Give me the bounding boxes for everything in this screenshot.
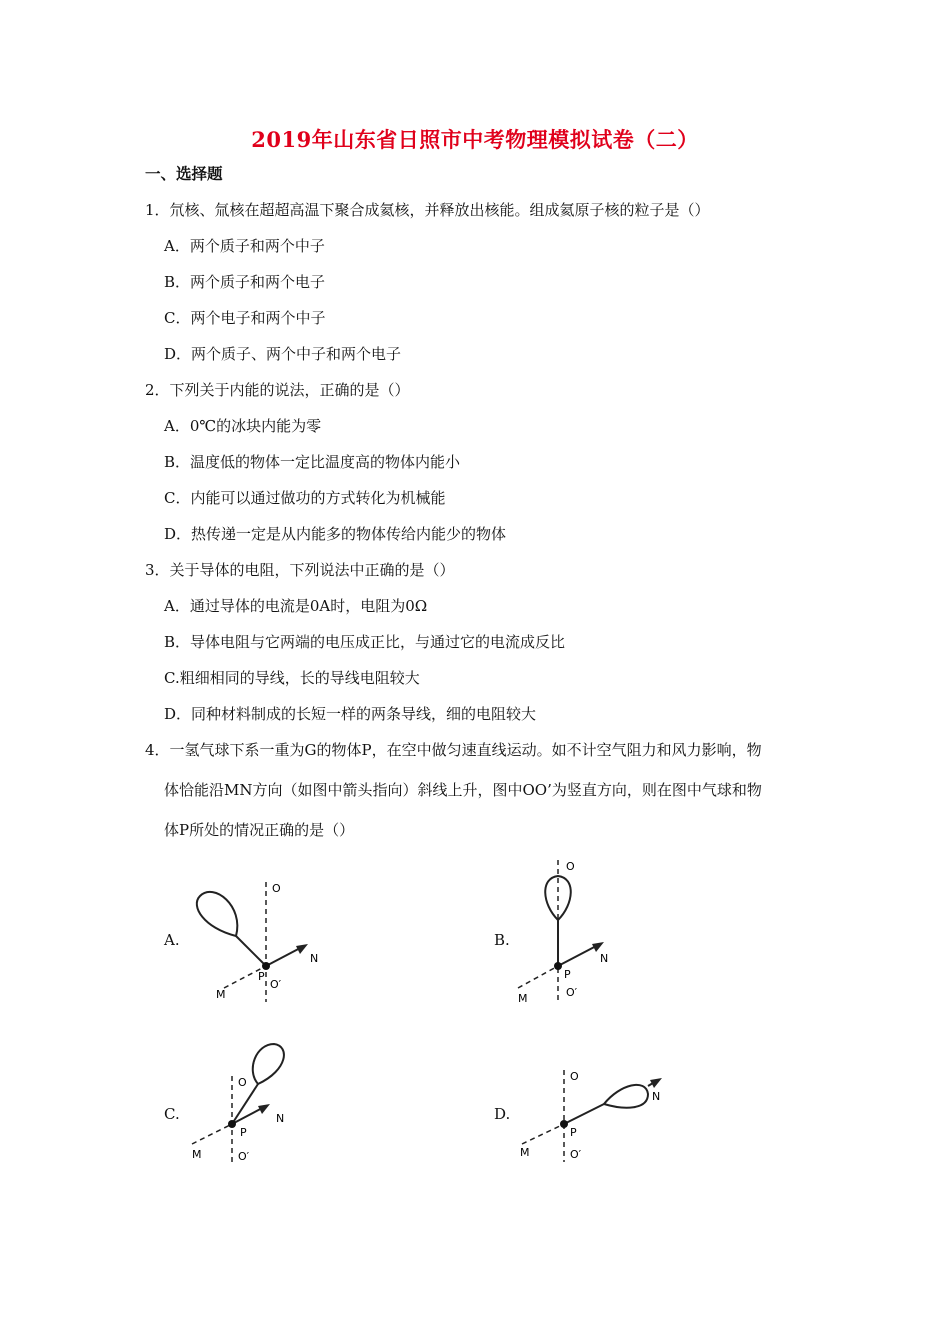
question-1-option-d: D．两个质子、两个中子和两个电子 <box>164 345 402 363</box>
figure-b-diagram <box>514 856 654 1006</box>
figure-c-n-label: N <box>276 1112 285 1125</box>
figure-option-d-label: D. <box>494 1105 511 1123</box>
figure-b-o-prime-label: O′ <box>566 986 578 999</box>
figure-b-p-label: P <box>564 968 571 981</box>
figure-option-b <box>514 856 654 1006</box>
figure-option-d <box>516 1066 666 1166</box>
figure-a-o-label: O <box>272 882 281 895</box>
figure-a-m-label: M <box>216 988 226 1001</box>
question-1-option-c: C．两个电子和两个中子 <box>164 309 326 327</box>
question-3-option-c: C.粗细相同的导线，长的导线电阻较大 <box>164 669 420 687</box>
figure-c-o-prime-label: O′ <box>238 1150 250 1163</box>
figure-option-c-label: C. <box>164 1105 180 1123</box>
figure-d-o-label: O <box>570 1070 579 1083</box>
question-4-stem-line-3: 体P所处的情况正确的是（） <box>164 821 355 839</box>
figure-d-n-label: N <box>652 1090 661 1103</box>
question-2-stem: 2．下列关于内能的说法，正确的是（） <box>145 381 410 399</box>
question-1-option-b: B．两个质子和两个电子 <box>164 273 326 291</box>
question-1-stem: 1．氘核、氚核在超超高温下聚合成氦核，并释放出核能。组成氦原子核的粒子是（） <box>145 201 710 219</box>
page-title: 2019年山东省日照市中考物理模拟试卷（二） <box>251 127 699 152</box>
figure-a-diagram <box>186 876 326 1006</box>
figure-b-m-label: M <box>518 992 528 1005</box>
figure-option-c <box>186 1036 306 1166</box>
figure-option-b-label: B. <box>494 931 510 949</box>
question-2-option-a: A．0℃的冰块内能为零 <box>164 417 322 435</box>
question-4-stem-line-1: 4．一氢气球下系一重为G的物体P，在空中做匀速直线运动。如不计空气阻力和风力影响，物 <box>145 741 762 759</box>
figure-d-m-label: M <box>520 1146 530 1159</box>
question-2-option-b: B．温度低的物体一定比温度高的物体内能小 <box>164 453 461 471</box>
question-1-option-a: A．两个质子和两个中子 <box>164 237 325 255</box>
question-3-option-b: B．导体电阻与它两端的电压成正比，与通过它的电流成反比 <box>164 633 566 651</box>
question-3-option-a: A．通过导体的电流是0A时，电阻为0Ω <box>164 597 428 615</box>
figure-c-p-label: P <box>240 1126 247 1139</box>
figure-d-diagram <box>516 1066 666 1166</box>
section-heading: 一、选择题 <box>145 164 223 183</box>
question-3-stem: 3．关于导体的电阻，下列说法中正确的是（） <box>145 561 455 579</box>
figure-c-o-label: O <box>238 1076 247 1089</box>
question-2-option-d: D．热传递一定是从内能多的物体传给内能少的物体 <box>164 525 507 543</box>
figure-b-n-label: N <box>600 952 609 965</box>
question-4-stem-line-2: 体恰能沿MN方向（如图中箭头指向）斜线上升，图中OO’为竖直方向，则在图中气球和物 <box>164 781 762 799</box>
figure-a-p-label: P <box>258 970 265 983</box>
figure-b-o-label: O <box>566 860 575 873</box>
figure-c-diagram <box>186 1036 306 1166</box>
figure-d-o-prime-label: O′ <box>570 1148 582 1161</box>
figure-option-a <box>186 876 326 1006</box>
figure-a-o-prime-label: O′ <box>270 978 282 991</box>
figure-d-p-label: P <box>570 1126 577 1139</box>
figure-c-m-label: M <box>192 1148 202 1161</box>
question-2-option-c: C．内能可以通过做功的方式转化为机械能 <box>164 489 446 507</box>
figure-a-n-label: N <box>310 952 319 965</box>
question-3-option-d: D．同种材料制成的长短一样的两条导线，细的电阻较大 <box>164 705 537 723</box>
figure-option-a-label: A. <box>164 931 180 949</box>
